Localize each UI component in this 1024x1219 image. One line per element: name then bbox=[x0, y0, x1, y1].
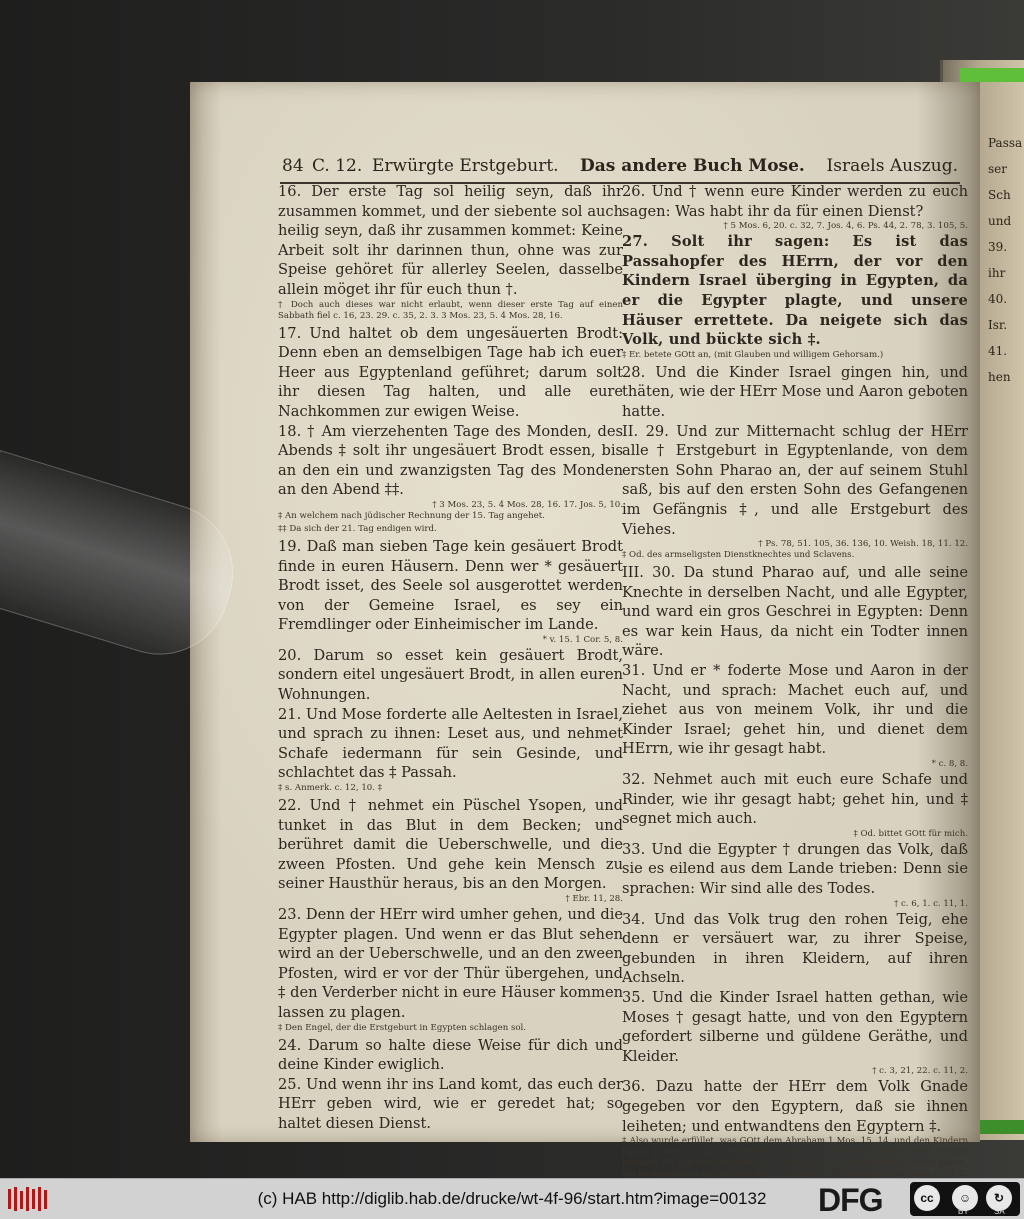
verse-paragraph: 20. Darum so esset kein gesäuert Brodt, sondern eitel ungesäuert Brodt, in allen euren Wohnungen. bbox=[278, 646, 623, 704]
footnote: ‡ Er. betete GOtt an, (mit Glauben und willigem Gehorsam.) bbox=[622, 349, 884, 360]
cross-reference: * c. 8, 8. bbox=[931, 759, 968, 770]
verse-paragraph: 25. Und wenn ihr ins Land komt, das euch der HErr geben wird, wie er geredet hat; so haltet diesen Dienst. bbox=[278, 1075, 623, 1132]
cross-reference: † c. 3, 21, 22. c. 11, 2. bbox=[872, 1066, 968, 1077]
green-bookmark-band bbox=[960, 68, 1024, 82]
verse-paragraph: 32. Nehmet auch mit euch eure Schafe und Rinder, wie ihr gesagt habt; gehet hin, und ‡ segnet mich auch. bbox=[622, 771, 968, 828]
cross-reference: † Ps. 78, 51. 105, 36. 136, 10. Weish. 18, 11. 12. bbox=[758, 539, 968, 550]
page-number: 84 bbox=[282, 156, 304, 176]
footnote: ‡ Also wurde erfüllet, was GOtt dem Abraham 1 Mos. 15, 14. und den Kindern Israel 2 Mos. 3, 22. verheissen hatte. Die Herzenslenkende Kraft GOttes bewegte die Egypter zum Mitleiden, daß sie die Israeliten vieles selber gaben, die Kostbarkeiten als Zeichen der Liebe und Aussöhnung anzunehmen c. 13, 2. bbox=[622, 1136, 968, 1178]
verse-paragraph: 36. Dazu hatte der HErr dem Volk Gnade gegeben vor den Egyptern, daß sie ihnen leiheten; und entwandtens den Egyptern ‡. bbox=[622, 1078, 968, 1135]
verse-paragraph: 33. Und die Egypter † drungen das Volk, daß sie es eilend aus dem Lande trieben: Denn sie sprachen: Wir sind alle des Todes. bbox=[622, 840, 968, 897]
footnote: † Doch auch dieses war nicht erlaubt, wenn dieser erste Tag auf einen Sabbath fiel c. 16, 23. 29. c. 35, 2. 3. 3 Mos. 23, 5. 4 Mos. 28, 16. bbox=[278, 299, 623, 321]
verse-paragraph: 23. Denn der HErr wird umher gehen, und die Egypter plagen. Und wenn er das Blut sehen wird an der Ueberschwelle, und an den zween Pfosten, wird er vor der Thür übergehen, und ‡ den Verderber nicht in eure Häuser kommen lassen zu plagen. bbox=[278, 906, 623, 1021]
verse-paragraph: 16. Der erste Tag sol heilig seyn, daß ihr zusammen kommet, und der siebente sol auch heilig seyn, daß ihr zusammen kommet: Keine Arbeit solt ihr darinnen thun, ohne was zur Speise gehöret für allerley Seelen, dasselbe allein möget ihr für euch thun †. bbox=[278, 183, 623, 298]
by-person-icon: ☺ bbox=[952, 1185, 978, 1211]
verse-paragraph: 26. Und † wenn eure Kinder werden zu euch sagen: Was habt ihr da für einen Dienst? bbox=[622, 183, 968, 220]
right-column bbox=[622, 182, 968, 1178]
verse-paragraph: 21. Und Mose forderte alle Aeltesten in Israel, und sprach zu ihnen: Leset aus, und nehmet Schafe iedermann für sein Gesinde, und schlachtet das ‡ Passah. bbox=[278, 705, 623, 782]
verse-paragraph: 31. Und er * foderte Mose und Aaron in der Nacht, und sprach: Machet euch auf, und ziehet aus von meinem Volk, ihr und die Kinder Israel; gehet hin, und dienet dem HErrn, wie ihr gesagt habt. bbox=[622, 662, 968, 758]
verse-paragraph: 34. Und das Volk trug den rohen Teig, ehe denn er versäuert war, zu ihrer Speise, gebunden in ihren Kleidern, auf ihren Achseln. bbox=[622, 910, 968, 987]
facing-page-fragment: Passa ser Sch und 39. ihr 40. Isr. 41. hen bbox=[988, 136, 1023, 384]
sa-label: SA bbox=[994, 1207, 1005, 1216]
cross-reference: † Ebr. 11, 28. bbox=[565, 894, 623, 904]
verse-paragraph: 35. Und die Kinder Israel hatten gethan, wie Moses † gesagt hatte, und von den Egyptern gefordert silberne und güldene Geräthe, und Kleider. bbox=[622, 988, 968, 1065]
verse-paragraph: II. 29. Und zur Mitternacht schlug der HErr alle † Erstgeburt in Egyptenlande, von dem ersten Sohn Pharao an, der auf seinem Stuhl saß, bis auf den ersten Sohn des Gefangenen im Gefängnis ‡, und alle Erstgeburt des Viehes. bbox=[622, 422, 968, 538]
cc-icon: cc bbox=[914, 1185, 940, 1211]
chapter-label: C. 12. bbox=[312, 156, 363, 176]
cross-reference: † c. 6, 1. c. 11, 1. bbox=[893, 898, 968, 909]
verse-paragraph: 22. Und † nehmet ein Püschel Ysopen, und tunket in das Blut in dem Becken; und berühret damit die Ueberschwelle, und die zween Pfosten. Und gehe kein Mensch zu seiner Hausthür heraus, bis an den Morgen. bbox=[278, 797, 623, 893]
verse-paragraph: 27. Solt ihr sagen: Es ist das Passahopfer des HErrn, der vor den Kindern Israel überging in Egypten, da er die Egypter plagte, und unsere Häuser errettete. Da neigete sich das Volk, und bückte sich ‡. bbox=[622, 233, 968, 349]
dfg-logo: DFG bbox=[818, 1182, 883, 1218]
verse-paragraph: 18. † Am vierzehenten Tage des Monden, des Abends ‡ solt ihr ungesäuert Brodt essen, bis an den ein und zwanzigsten Tag des Monden an den Abend ‡‡. bbox=[278, 422, 623, 499]
source-credit-link[interactable]: (c) HAB http://diglib.hab.de/drucke/wt-4f-96/start.htm?image=00132 bbox=[257, 1189, 767, 1208]
verse-paragraph: 28. Und die Kinder Israel gingen hin, und thäten, wie der HErr Mose und Aaron geboten hatte. bbox=[622, 363, 968, 420]
cross-reference: † 5 Mos. 6, 20. c. 32, 7. Jos. 4, 6. Ps. 44, 2. 78, 3. 105, 5. bbox=[723, 221, 968, 232]
footnote: ‡‡ Da sich der 21. Tag endigen wird. bbox=[278, 523, 437, 534]
verse-paragraph: 19. Daß man sieben Tage kein gesäuert Brodt finde in euren Häusern. Denn wer * gesäuert Brodt isset, des Seele sol ausgerottet werden von der Gemeine Israel, es sey ein Fremdlinger oder Einheimischer im Lande. bbox=[278, 537, 623, 634]
viewer-footer bbox=[0, 1178, 1024, 1219]
footnote: ‡ Od. des armseligsten Dienstknechtes und Sclavens. bbox=[622, 550, 855, 561]
verse-paragraph: 24. Darum so halte diese Weise für dich und deine Kinder ewiglich. bbox=[278, 1036, 623, 1074]
cc-license-badge[interactable] bbox=[910, 1182, 1020, 1216]
left-column bbox=[278, 182, 623, 1134]
by-label: BY bbox=[958, 1207, 969, 1216]
topic-left: Erwürgte Erstgeburt. bbox=[372, 156, 559, 176]
sa-share-icon: ↻ bbox=[986, 1185, 1012, 1211]
footnote: ‡ Den Engel, der die Erstgeburt in Egypten schlagen sol. bbox=[278, 1022, 527, 1033]
topic-right: Israels Auszug. bbox=[826, 156, 958, 176]
footnote: ‡ s. Anmerk. c. 12, 10. ‡ bbox=[278, 783, 383, 794]
running-head bbox=[280, 152, 960, 184]
book-title: Das andere Buch Mose. bbox=[580, 156, 805, 176]
footnote: ‡ An welchem nach jüdischer Rechnung der 15. Tag angehet. bbox=[278, 510, 545, 521]
cross-reference: ‡ Od. bittet GOtt für mich. bbox=[853, 828, 968, 839]
verse-paragraph: III. 30. Da stund Pharao auf, und alle seine Knechte in derselben Nacht, und alle Egypter, und ward ein gros Geschrei in Egypten: Denn es war kein Haus, da nicht ein Todter innen wäre. bbox=[622, 564, 968, 660]
book-page bbox=[190, 82, 980, 1178]
cross-reference: * v. 15. 1 Cor. 5, 8. bbox=[542, 634, 623, 645]
cross-reference: † 3 Mos. 23, 5. 4 Mos. 28, 16. 17. Jos. 5, 10. bbox=[432, 499, 623, 510]
verse-paragraph: 17. Und haltet ob dem ungesäuerten Brodt: Denn eben an demselbigen Tage hab ich euer Heer aus Egyptenland geführet; darum solt ihr diesen Tag halten, und alle eure Nachkommen zur ewigen Weise. bbox=[278, 324, 623, 420]
